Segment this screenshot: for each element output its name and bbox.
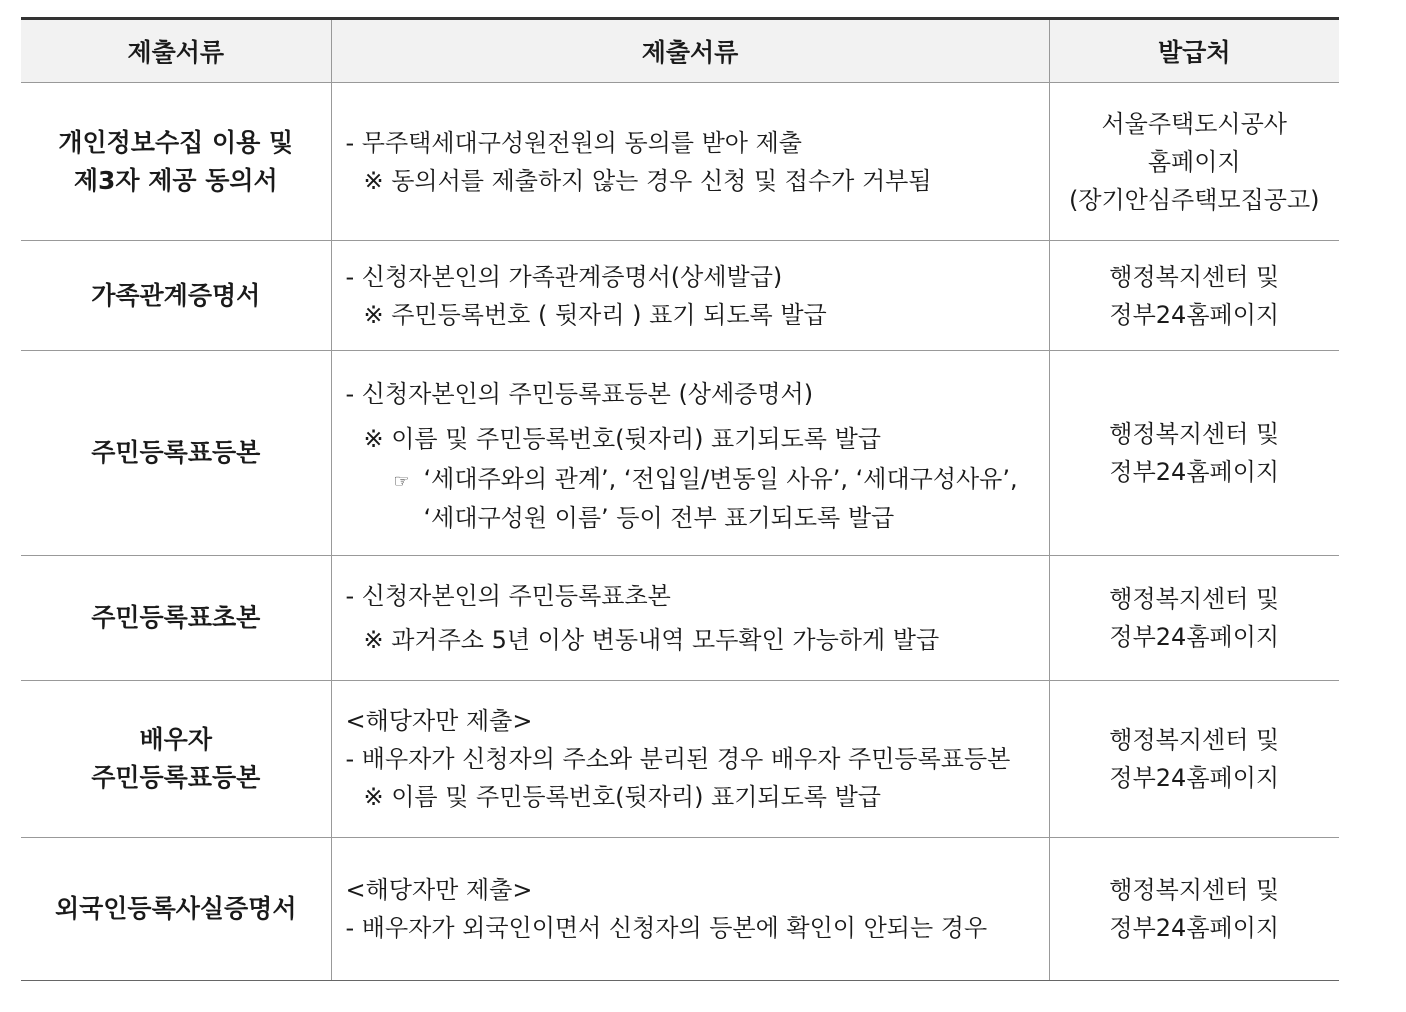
table-row — [21, 241, 1339, 351]
note-line: ※ 과거주소 5년 이상 변동내역 모두확인 가능하게 발급 — [363, 626, 940, 654]
table-row — [21, 83, 1339, 241]
issuer-line: 행정복지센터 및 — [1109, 585, 1280, 613]
issuer-line: 정부24홈페이지 — [1109, 623, 1280, 651]
document-name-cell — [21, 838, 331, 981]
table-row — [21, 351, 1339, 556]
header-description: 제출서류 — [331, 19, 1049, 83]
issuer-line: 홈페이지 — [1147, 147, 1241, 176]
note-line: ※ 동의서를 제출하지 않는 경우 신청 및 접수가 거부됨 — [363, 166, 932, 195]
note-line: ※ 주민등록번호 ( 뒷자리 ) 표기 되도록 발급 — [363, 300, 827, 329]
issuer-line: 정부24홈페이지 — [1109, 458, 1280, 486]
document-name-cell — [21, 556, 331, 681]
document-name: 외국인등록사실증명서 — [54, 894, 297, 923]
table-row — [21, 681, 1339, 838]
description-line: - 배우자가 신청자의 주소와 분리된 경우 배우자 주민등록표등본 — [345, 745, 1011, 773]
issuer-cell — [1049, 351, 1339, 556]
document-name: 배우자 — [139, 725, 212, 754]
issuer-line: 정부24홈페이지 — [1109, 914, 1280, 942]
issuer-line: 정부24홈페이지 — [1109, 300, 1280, 329]
header-document: 제출서류 — [21, 19, 331, 83]
description-cell — [331, 351, 1049, 556]
table-row — [21, 838, 1339, 981]
issuer-cell — [1049, 83, 1339, 241]
document-name: 제3자 제공 동의서 — [73, 165, 278, 195]
description-cell — [331, 241, 1049, 351]
document-name: 주민등록표등본 — [91, 763, 261, 792]
document-name: 주민등록표초본 — [91, 603, 261, 632]
pointing-hand-icon: ☞ — [393, 470, 410, 492]
description-line: - 신청자본인의 주민등록표등본 (상세증명서) — [345, 379, 814, 408]
issuer-line: (장기안심주택모집공고) — [1068, 185, 1320, 214]
document-name-cell — [21, 241, 331, 351]
description-line: - 무주택세대구성원전원의 동의를 받아 제출 — [345, 128, 802, 157]
issuer-line: 행정복지센터 및 — [1109, 420, 1280, 448]
document-name-cell — [21, 351, 331, 556]
detail-line — [346, 461, 1049, 500]
document-name-cell — [21, 681, 331, 838]
issuer-cell — [1049, 556, 1339, 681]
issuer-cell — [1049, 241, 1339, 351]
note-line: ※ 이름 및 주민등록번호(뒷자리) 표기되도록 발급 — [363, 424, 881, 453]
description-cell — [331, 556, 1049, 681]
table-row — [21, 556, 1339, 681]
issuer-line: 행정복지센터 및 — [1109, 262, 1280, 291]
issuer-cell — [1049, 838, 1339, 981]
detail-text: ‘세대주와의 관계’, ‘전입일/변동일 사유’, ‘세대구성사유’, — [423, 464, 1018, 493]
description-line: - 신청자본인의 가족관계증명서(상세발급) — [345, 262, 783, 291]
documents-table — [21, 17, 1339, 981]
description-line: - 신청자본인의 주민등록표초본 — [345, 582, 671, 610]
document-name: 주민등록표등본 — [91, 438, 261, 467]
table-header-row — [21, 19, 1339, 83]
description-line: <해당자만 제출> — [345, 707, 533, 735]
issuer-line: 행정복지센터 및 — [1109, 726, 1280, 754]
issuer-line: 정부24홈페이지 — [1109, 764, 1280, 792]
issuer-line: 서울주택도시공사 — [1101, 109, 1287, 138]
description-line: - 배우자가 외국인이면서 신청자의 등본에 확인이 안되는 경우 — [345, 914, 988, 942]
issuer-line: 행정복지센터 및 — [1109, 876, 1280, 904]
document-name: 개인정보수집 이용 및 — [58, 127, 294, 157]
document-name: 가족관계증명서 — [91, 280, 261, 310]
issuer-cell — [1049, 681, 1339, 838]
detail-line: ‘세대구성원 이름’ 등이 전부 표기되도록 발급 — [423, 503, 895, 532]
header-issuer: 발급처 — [1049, 19, 1339, 83]
description-cell — [331, 83, 1049, 241]
description-line: <해당자만 제출> — [345, 876, 533, 904]
description-cell — [331, 838, 1049, 981]
description-cell — [331, 681, 1049, 838]
note-line: ※ 이름 및 주민등록번호(뒷자리) 표기되도록 발급 — [363, 783, 881, 811]
document-name-cell — [21, 83, 331, 241]
